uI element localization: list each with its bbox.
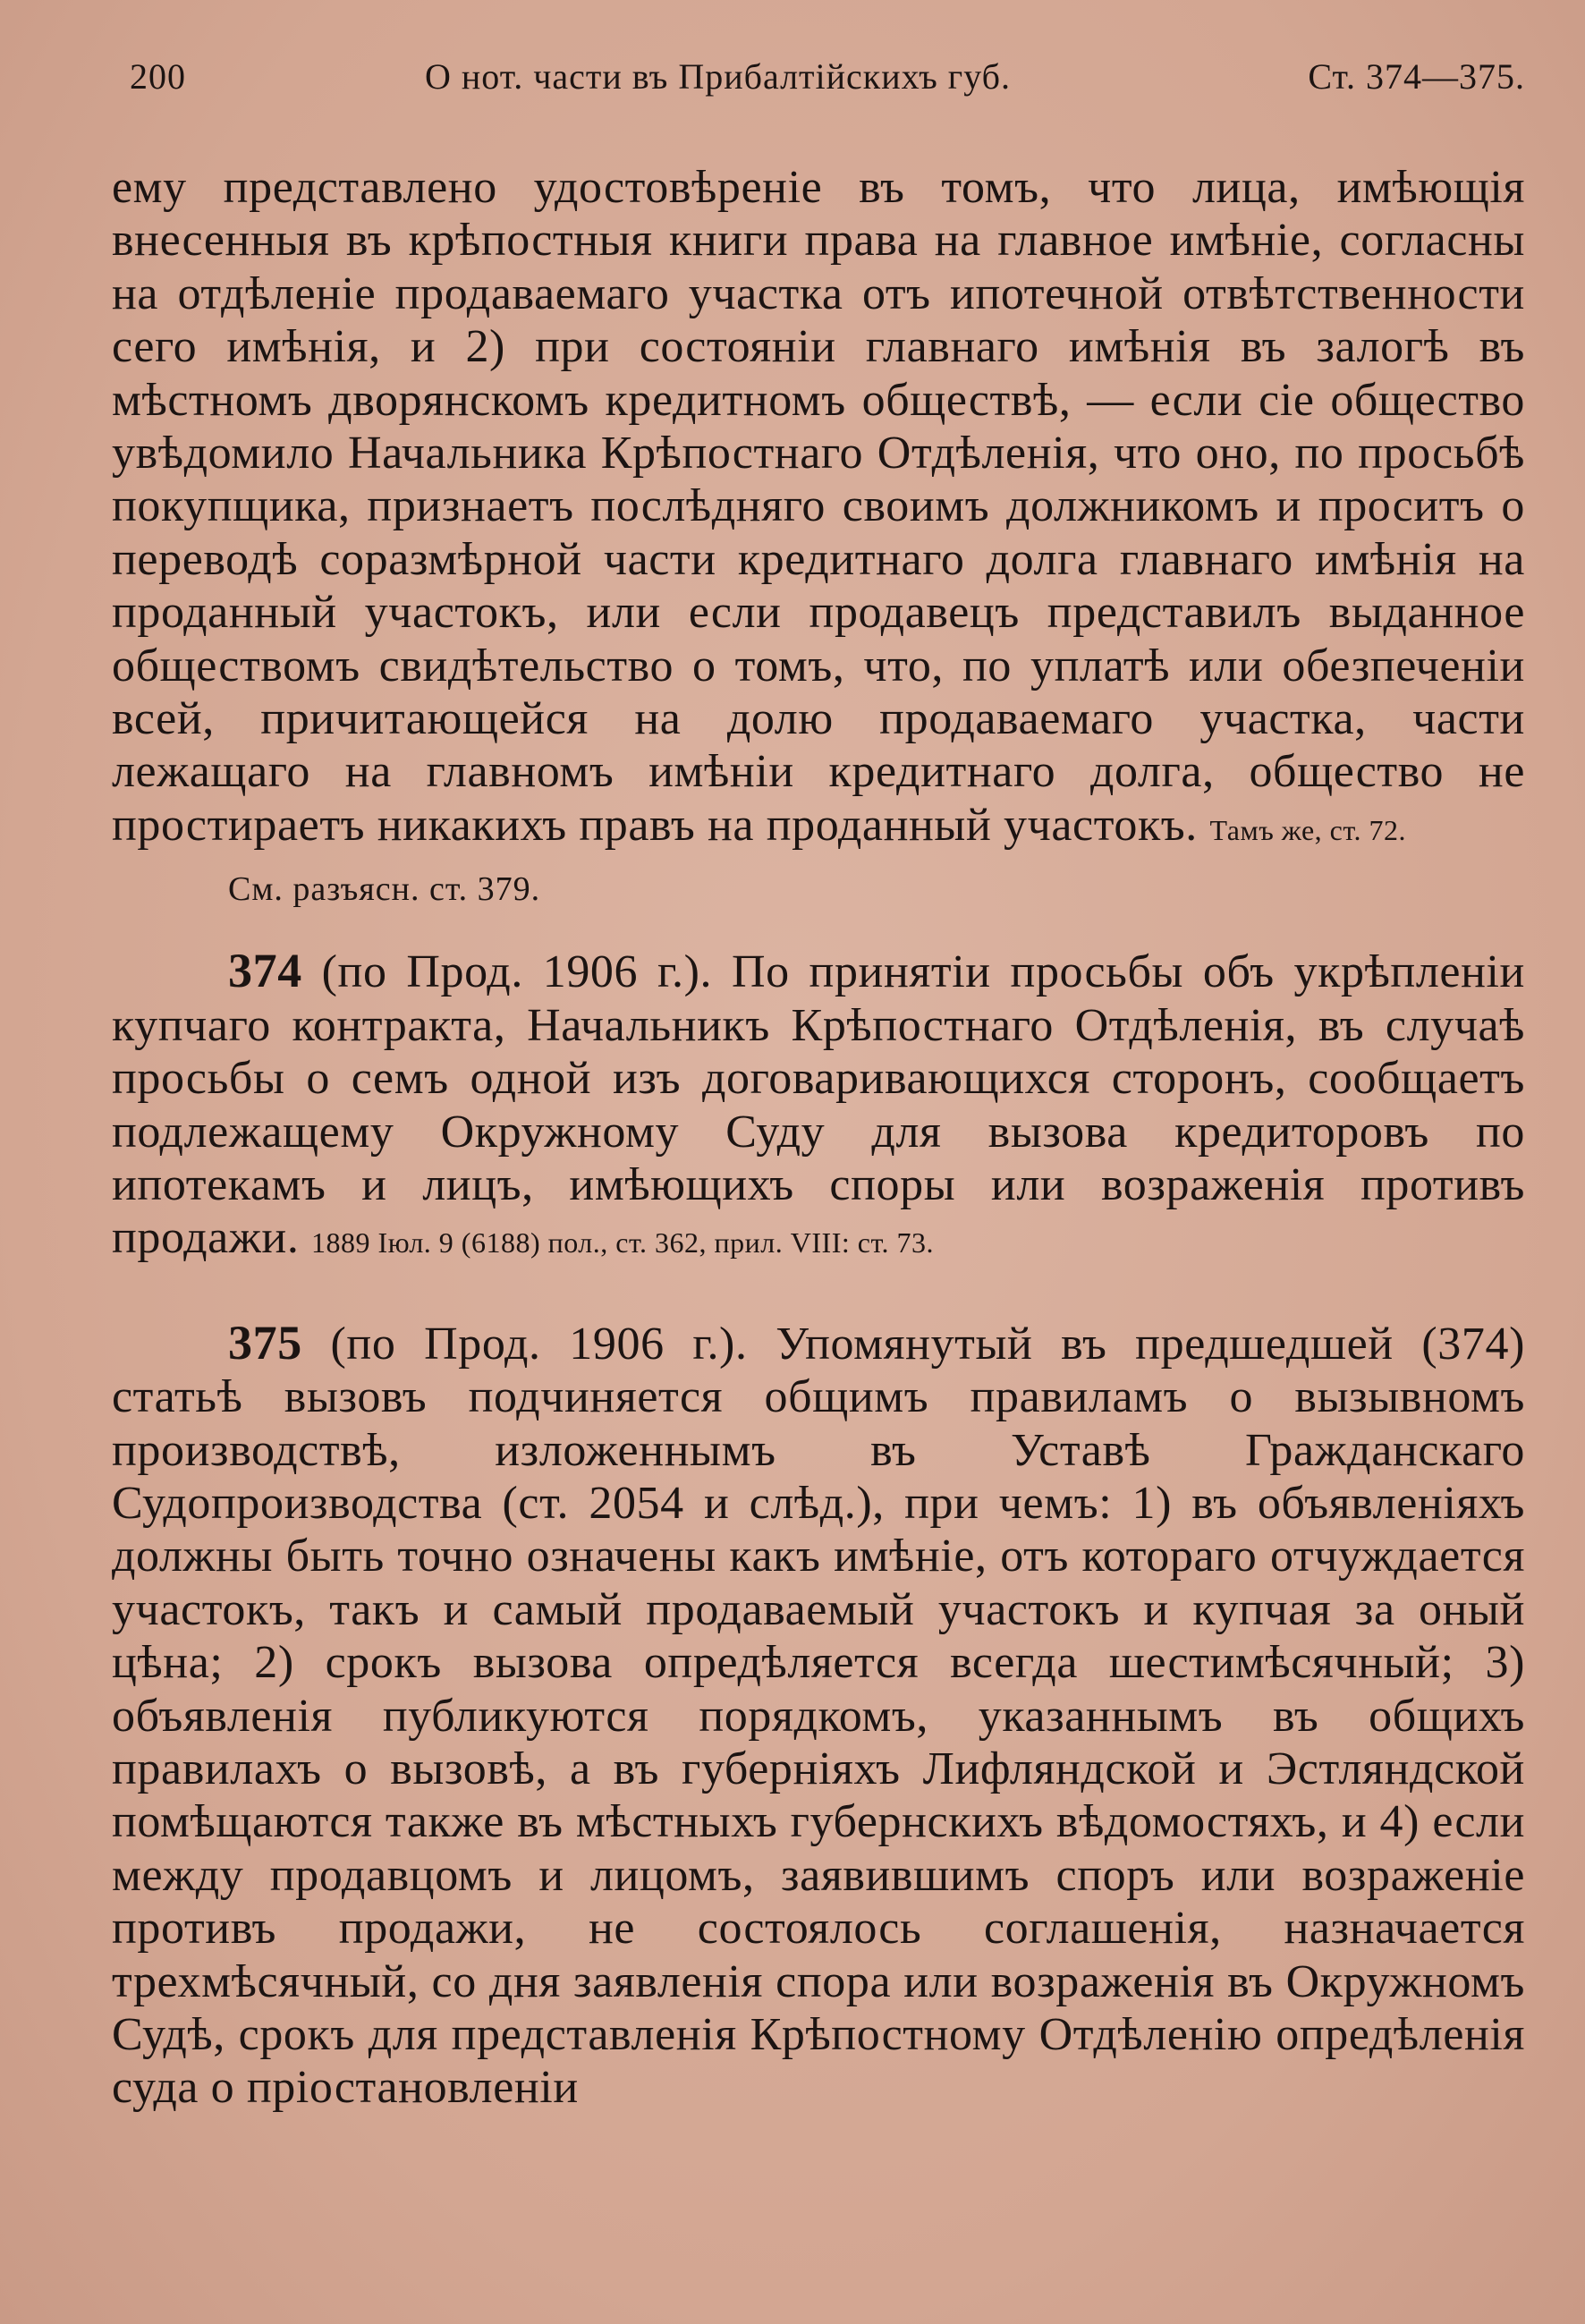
article-375 [112, 1317, 1525, 2115]
article-number: 375 [228, 1315, 302, 1370]
section-range: Ст. 374—375. [1308, 56, 1525, 97]
continuation-text: ему представлено удостовѣреніе въ томъ, что лица, имѣющія внесенныя въ крѣпостныя книги права на главное имѣніе, согласны на отдѣленіе продаваемаго участка отъ ипотечной отвѣтственности сего имѣнія, и 2) при состояніи главнаго имѣнія въ залогѣ въ мѣстномъ дворянскомъ кредитномъ обществѣ, — если сіе общество увѣдомило Начальника Крѣпостнаго Отдѣленія, что оно, по просьбѣ покупщика, признаетъ послѣдняго своимъ должникомъ и проситъ о переводѣ соразмѣрной части кредитнаго долга главнаго имѣнія на проданный участокъ, или если продавецъ представилъ выданное обществомъ свидѣтельство о томъ, что, по уплатѣ или обезпеченіи всей, причитающейся на долю продаваемаго участка, части лежащаго на главномъ имѣніи кредитнаго долга, общество не простираетъ никакихъ правъ на проданный участокъ. [112, 162, 1525, 851]
page-number: 200 [130, 56, 186, 97]
running-title: О нот. части въ Прибалтійскихъ губ. [425, 56, 1012, 97]
article-374 [112, 945, 1525, 1269]
continuation-paragraph [112, 161, 1525, 857]
article-text: (по Прод. 1906 г.). Упомянутый въ предшедшей (374) статьѣ вызовъ подчиняется общимъ правиламъ о вызывномъ производствѣ, изложеннымъ въ Уставѣ Гражданскаго Судопроизводства (ст. 2054 и слѣд.), при чемъ: 1) въ объявленіяхъ должны быть точно означены какъ имѣніе, отъ котораго отчуждается участокъ, такъ и самый продаваемый участокъ и купчая за оный цѣна; 2) срокъ вызова опредѣляется всегда шестимѣсячный; 3) объявленія публикуются порядкомъ, указаннымъ въ общихъ правилахъ о вызовѣ, а въ губерніяхъ Лифляндской и Эстляндской помѣщаются также въ мѣстныхъ губернскихъ вѣдомостяхъ, и 4) если между продавцомъ и лицомъ, заявившимъ споръ или возраженіе противъ продажи, не состоялось соглашенія, назначается трехмѣсячный, со дня заявленія спора или возраженія въ Окружномъ Судѣ, срокъ для представленія Крѣпостному Отдѣленію опредѣленія суда о пріостановленіи [112, 1318, 1525, 2114]
continuation-source-ref: Тамъ же, ст. 72. [1209, 813, 1406, 846]
article-text: (по Прод. 1906 г.). По принятіи просьбы объ укрѣпленіи купчаго контракта, Начальникъ Крѣпостнаго Отдѣленія, въ случаѣ просьбы о семъ одной изъ договаривающихся сторонъ, сообщаетъ подлежащему Окружному Суду для вызова кредиторовъ по ипотекамъ и лицъ, имѣющихъ споры или возраженія противъ продажи. [112, 946, 1525, 1264]
article-number: 374 [228, 944, 302, 998]
article-source-ref: 1889 Іюл. 9 (6188) пол., ст. 362, прил. VIII: ст. 73. [311, 1226, 935, 1260]
running-header [130, 55, 1525, 100]
cross-reference-note: См. разъясн. ст. 379. [228, 870, 541, 909]
page-body [112, 161, 1525, 2161]
